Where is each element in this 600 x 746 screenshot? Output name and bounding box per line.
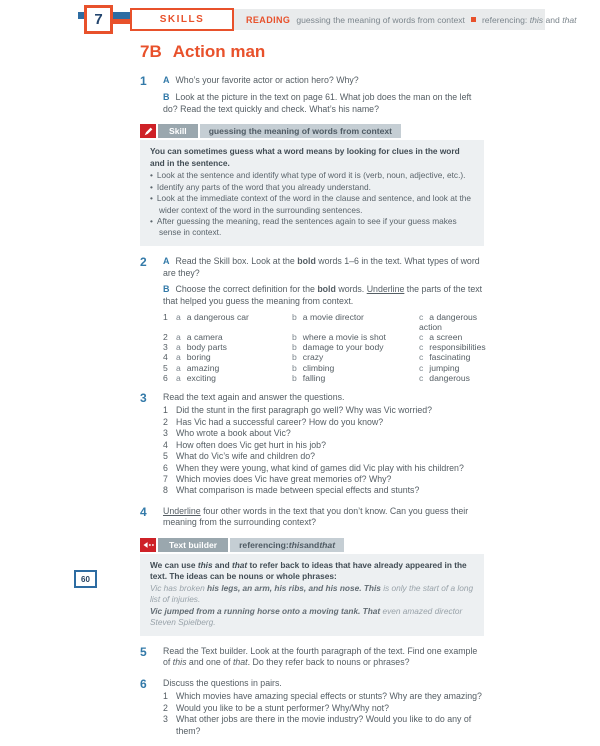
text-builder-example-1: Vic has broken his legs, an arm, his ribs, and his nose. This is only the start of a long list of injuries. [150, 582, 474, 605]
text-builder-badge: Text builder [158, 538, 228, 552]
question-item [163, 485, 484, 496]
question-number: 8 [163, 485, 168, 496]
exercise-4 [140, 506, 484, 529]
option-c: responsibilities [429, 342, 486, 353]
exercise-2a [163, 256, 486, 279]
skill-box-title: guessing the meaning of words from context [200, 124, 401, 138]
reading-label: READING [246, 14, 291, 25]
question-text: Which movies does Vic have great memories of? Why? [176, 473, 392, 484]
option-c: a dangerous action [419, 311, 478, 332]
question-item [163, 714, 484, 737]
definition-option-row [163, 373, 486, 383]
pen-icon [140, 124, 156, 138]
option-c: dangerous [429, 372, 470, 383]
option-a: boring [186, 352, 211, 363]
option-letter: c [419, 362, 424, 373]
skill-bullet: • Identify any parts of the word that you already understand. [150, 182, 474, 193]
option-letter: a [176, 372, 181, 383]
lesson-title-text: Action man [172, 42, 266, 61]
separator-square-icon [471, 17, 476, 22]
option-letter: b [292, 332, 297, 343]
option-c: jumping [429, 362, 460, 373]
option-c: a screen [429, 332, 463, 343]
question-number: 1 [163, 691, 168, 702]
part-label-a: A [163, 255, 170, 266]
question-item [163, 417, 484, 428]
page-number: 60 [81, 574, 90, 584]
exercise-1b [163, 92, 484, 115]
option-letter: a [176, 311, 181, 322]
option-letter: b [292, 352, 297, 363]
definition-option-row [163, 332, 486, 342]
text-builder-intro: We can use this and that to refer back to ideas that have already appeared in the text. The ideas can be nouns or whole phrases: [150, 560, 467, 582]
exercise-2a-text: Read the Skill box. Look at the bold words 1–6 in the text. What types of word are they? [163, 255, 480, 278]
unit-number-box [84, 5, 113, 34]
text-builder-example-2: Vic jumped from a running horse onto a moving tank. That even amazed director Steven Spielberg. [150, 605, 463, 628]
exercise-1a [163, 75, 484, 87]
definition-option-row [163, 352, 486, 362]
option-letter: b [292, 372, 297, 383]
part-label-b: B [163, 91, 170, 102]
question-text: When they were young, what kind of games did Vic play with his children? [176, 462, 464, 473]
option-letter: b [292, 362, 297, 373]
part-label-a: A [163, 75, 170, 85]
strand-topic-1: guessing the meaning of words from context [296, 14, 465, 25]
question-item [163, 703, 484, 714]
skill-box-body [140, 140, 484, 246]
skills-label: SKILLS [159, 14, 205, 25]
exercise-5-number: 5 [140, 644, 147, 659]
text-builder-title: referencing: this and that [230, 538, 344, 552]
option-c: fascinating [429, 352, 471, 363]
question-text: Which movies have amazing special effects or stunts? Why are they amazing? [176, 691, 482, 702]
row-number: 4 [163, 352, 168, 363]
text-builder-box [140, 538, 484, 636]
skill-bullet: • After guessing the meaning, read the sentences again to see if your guess makes sense in context. [150, 216, 474, 239]
option-letter: c [419, 311, 424, 322]
question-item [163, 691, 484, 702]
definition-option-row [163, 312, 486, 332]
option-a: amazing [186, 362, 220, 373]
option-b: climbing [302, 362, 335, 373]
question-item [163, 451, 484, 462]
question-number: 7 [163, 473, 168, 484]
exercise-5-text: Read the Text builder. Look at the fourth paragraph of the text. Find one example of this and one of that. Do they refer back to nouns or phrases? [163, 645, 478, 668]
question-number: 2 [163, 702, 168, 713]
option-a: exciting [186, 372, 216, 383]
question-text: How often does Vic get hurt in his job? [176, 439, 326, 450]
option-a: body parts [186, 342, 227, 353]
option-letter: c [419, 352, 424, 363]
skill-box-bullets [150, 170, 474, 239]
exercise-1a-text: Who’s your favorite actor or action hero? Why? [175, 75, 359, 85]
exercise-6-intro: Discuss the questions in pairs. [163, 677, 282, 688]
question-number: 6 [163, 462, 168, 473]
option-letter: a [176, 332, 181, 343]
option-b: crazy [302, 352, 324, 363]
question-text: What do Vic’s wife and children do? [176, 451, 316, 462]
reference-arrows-icon [140, 538, 156, 552]
option-b: a movie director [302, 311, 364, 322]
exercise-4-number: 4 [140, 504, 147, 519]
exercise-2 [140, 256, 484, 383]
exercise-2b [163, 284, 486, 307]
text-builder-body [140, 554, 484, 636]
exercise-1b-text: Look at the picture in the text on page 61. What job does the man on the left do? Read the text quickly and check. What’s his name? [163, 91, 472, 114]
question-number: 1 [163, 405, 168, 416]
exercise-4-text: Underline four other words in the text that you don’t know. Can you guess their meaning from the surrounding context? [163, 505, 469, 528]
option-letter: c [419, 342, 424, 353]
skill-box-intro: You can sometimes guess what a word means by looking for clues in the word and in the sentence. [150, 146, 460, 168]
question-text: Would you like to be a stunt performer? Why/Why not? [176, 702, 390, 713]
exercise-5 [140, 646, 484, 669]
skill-box [140, 124, 484, 246]
question-number: 3 [163, 428, 168, 439]
row-number: 1 [163, 311, 168, 322]
exercise-3 [140, 392, 484, 497]
option-b: falling [302, 372, 326, 383]
skill-badge: Skill [158, 124, 198, 138]
lesson-code: 7B [140, 42, 162, 61]
question-text: Has Vic had a successful career? How do you know? [176, 416, 384, 427]
row-number: 3 [163, 342, 168, 353]
skills-badge [130, 8, 234, 31]
question-item [163, 428, 484, 439]
row-number: 5 [163, 362, 168, 373]
exercise-3-number: 3 [140, 390, 147, 405]
exercise-3-questions [163, 405, 484, 496]
header-strand-band [234, 9, 577, 30]
exercise-2b-text: Choose the correct definition for the bold words. Underline the parts of the text that helped you guess the meaning from context. [163, 284, 483, 307]
question-number: 2 [163, 416, 168, 427]
option-letter: c [419, 372, 424, 383]
row-number: 2 [163, 332, 168, 343]
question-text: What other jobs are there in the movie industry? Would you like to do any of them? [176, 714, 472, 736]
exercise-1 [140, 75, 484, 115]
question-item [163, 474, 484, 485]
definition-option-row [163, 342, 486, 352]
question-text: Who wrote a book about Vic? [176, 428, 291, 439]
part-label-b: B [163, 284, 170, 295]
question-text: What comparison is made between special effects and stunts? [176, 485, 420, 496]
option-letter: a [176, 352, 181, 363]
option-b: damage to your body [302, 342, 384, 353]
definition-option-row [163, 363, 486, 373]
question-number: 5 [163, 451, 168, 462]
option-letter: a [176, 362, 181, 373]
option-a: a dangerous car [186, 311, 249, 322]
question-number: 4 [163, 439, 168, 450]
question-number: 3 [163, 714, 168, 725]
option-letter: b [292, 342, 297, 353]
skill-bullet: • Look at the sentence and identify what type of word it is (verb, noun, adjective, etc.). [150, 170, 474, 181]
lesson-title [140, 42, 484, 62]
exercise-3-intro: Read the text again and answer the questions. [163, 391, 345, 402]
option-a: a camera [186, 332, 223, 343]
definition-options-grid [163, 312, 486, 383]
row-number: 6 [163, 372, 168, 383]
exercise-6 [140, 678, 484, 737]
lesson-content [140, 42, 484, 746]
skill-box-header [140, 124, 484, 138]
exercise-6-questions [163, 691, 484, 737]
skill-bullet: • Look at the immediate context of the word in the clause and sentence, and look at the wider context of the word in the surrounding sentences. [150, 193, 474, 216]
option-letter: b [292, 311, 297, 322]
unit-number: 7 [94, 11, 103, 28]
option-letter: a [176, 342, 181, 353]
exercise-1-number: 1 [140, 74, 147, 88]
page-number-badge [74, 570, 97, 588]
option-letter: c [419, 332, 424, 343]
question-item [163, 405, 484, 416]
text-builder-header [140, 538, 484, 552]
exercise-6-number: 6 [140, 676, 147, 691]
option-b: where a movie is shot [302, 332, 386, 343]
question-text: Did the stunt in the first paragraph go well? Why was Vic worried? [176, 405, 433, 416]
question-item [163, 463, 484, 474]
exercise-2-number: 2 [140, 254, 147, 269]
strand-topic-2: referencing: this and that [481, 14, 577, 25]
question-item [163, 440, 484, 451]
